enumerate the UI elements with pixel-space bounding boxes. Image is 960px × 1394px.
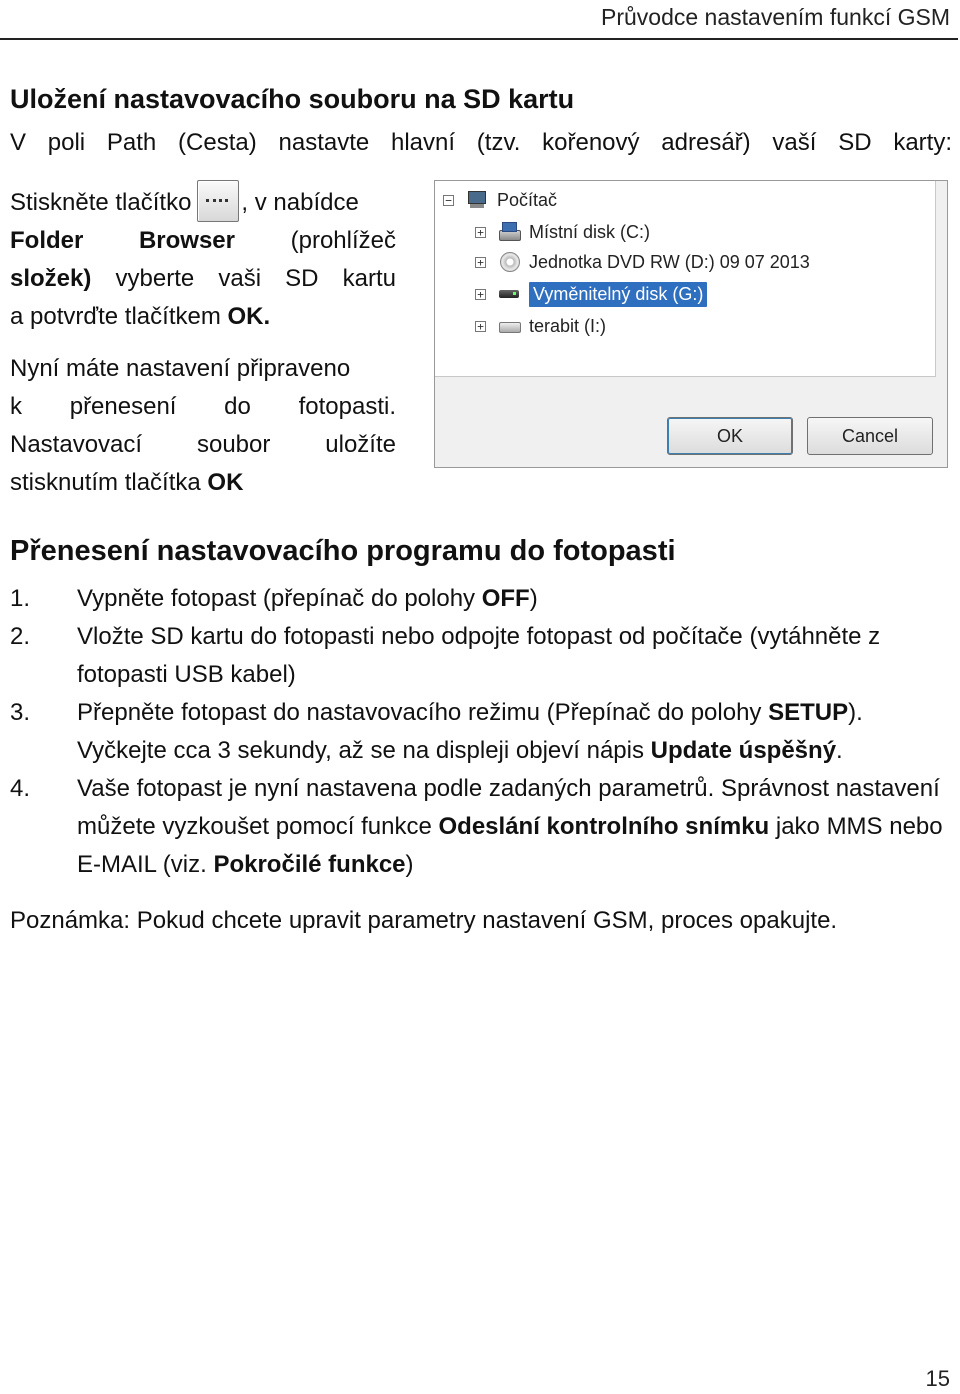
folder-tree[interactable] xyxy=(435,181,936,377)
expand-icon[interactable]: + xyxy=(475,257,486,268)
step-text: Vaše fotopast je nyní nastavena podle zadaných parametrů. Správnost nastavení můžete vyzkoušet pomocí funkce xyxy=(77,775,940,840)
ready-text-3: Nastavovací soubor uložíte xyxy=(10,431,396,458)
step-item xyxy=(10,770,957,884)
step-number: 2. xyxy=(10,623,31,650)
expand-icon[interactable]: + xyxy=(475,289,486,300)
dvd-drive-icon xyxy=(498,252,520,272)
folder-browser-dialog xyxy=(434,180,948,468)
step-text-4: a potvrďte tlačítkem xyxy=(10,303,221,330)
folder-browser-label: Folder Browser xyxy=(10,227,235,254)
section2-heading: Přenesení nastavovacího programu do fotopasti xyxy=(10,535,676,567)
step-emphasis: Pokročilé funkce xyxy=(213,851,406,878)
step-emphasis: Update úspěšný xyxy=(650,737,837,764)
ready-block xyxy=(10,350,396,502)
ok-label: OK. xyxy=(227,303,271,330)
step-text-1: Stiskněte tlačítko xyxy=(10,189,192,216)
collapse-icon[interactable]: − xyxy=(443,195,454,206)
folder-label: složek) xyxy=(10,265,92,292)
step-text-3: vyberte vaši SD kartu xyxy=(115,265,396,292)
step-emphasis: Odeslání kontrolního snímku xyxy=(438,813,770,840)
step-text: Vypněte fotopast (přepínač do polohy xyxy=(77,585,482,612)
cancel-button[interactable]: Cancel xyxy=(807,417,933,455)
note-text: Poznámka: Pokud chcete upravit parametry nastavení GSM, proces opakujte. xyxy=(10,907,838,934)
ready-text-1: Nyní máte nastavení připraveno xyxy=(10,355,351,382)
step-number: 1. xyxy=(10,585,31,612)
steps-list xyxy=(10,580,957,884)
removable-disk-icon xyxy=(498,284,520,304)
step-emphasis: OFF xyxy=(481,585,530,612)
step-text: ) xyxy=(405,851,414,878)
local-disk-icon xyxy=(498,222,520,242)
step-text: ) xyxy=(529,585,538,612)
step-item xyxy=(10,580,957,618)
tree-node-dvd[interactable] xyxy=(475,247,810,277)
ok-button[interactable]: OK xyxy=(667,417,793,455)
expand-icon[interactable]: + xyxy=(475,227,486,238)
tree-node-label: terabit (I:) xyxy=(529,315,607,336)
tree-node-removable[interactable] xyxy=(475,279,707,309)
ready-text-4: stisknutím tlačítka xyxy=(10,469,201,496)
section1-heading: Uložení nastavovacího souboru na SD kartu xyxy=(10,84,575,114)
step-text-1b: , v nabídce xyxy=(241,189,359,216)
step-number: 4. xyxy=(10,775,31,802)
step-item xyxy=(10,618,957,694)
hard-drive-icon xyxy=(498,316,520,336)
tree-node-computer[interactable] xyxy=(443,185,557,215)
intro-paragraph: V poli Path (Cesta) nastavte hlavní (tzv. kořenový adresář) vaší SD karty: xyxy=(10,129,952,156)
tree-node-label: Jednotka DVD RW (D:) 09 07 2013 xyxy=(529,251,810,272)
step-item xyxy=(10,694,957,770)
step-text: Přepněte fotopast do nastavovacího režimu (Přepínač do polohy xyxy=(77,699,769,726)
instructions-block xyxy=(10,180,396,336)
expand-icon[interactable]: + xyxy=(475,321,486,332)
tree-node-terabit[interactable] xyxy=(475,311,606,341)
browse-folder-icon xyxy=(197,180,239,222)
tree-node-label: Počítač xyxy=(497,189,558,210)
step-text: ). Vyčkejte cca 3 sekundy, až se na displeji objeví nápis xyxy=(77,699,863,764)
ok-label-2: OK xyxy=(207,469,244,496)
header-title: Průvodce nastavením funkcí GSM xyxy=(601,4,950,30)
step-number: 3. xyxy=(10,699,31,726)
step-text: jako MMS nebo E-MAIL (viz. xyxy=(77,813,943,878)
step-text: . xyxy=(836,737,843,764)
step-emphasis: SETUP xyxy=(768,699,849,726)
step-text-2: (prohlížeč xyxy=(290,227,396,254)
page-number: 15 xyxy=(925,1366,950,1391)
ready-text-2: k přenesení do fotopasti. xyxy=(10,393,396,420)
step-text: Vložte SD kartu do fotopasti nebo odpojte fotopast od počítače (vytáhněte z fotopasti USB kabel) xyxy=(77,623,881,688)
tree-node-local-disk[interactable] xyxy=(475,217,650,247)
page-header xyxy=(0,0,958,40)
tree-node-label: Místní disk (C:) xyxy=(529,221,651,242)
computer-icon xyxy=(466,190,488,210)
tree-node-label-selected: Vyměnitelný disk (G:) xyxy=(529,282,707,307)
